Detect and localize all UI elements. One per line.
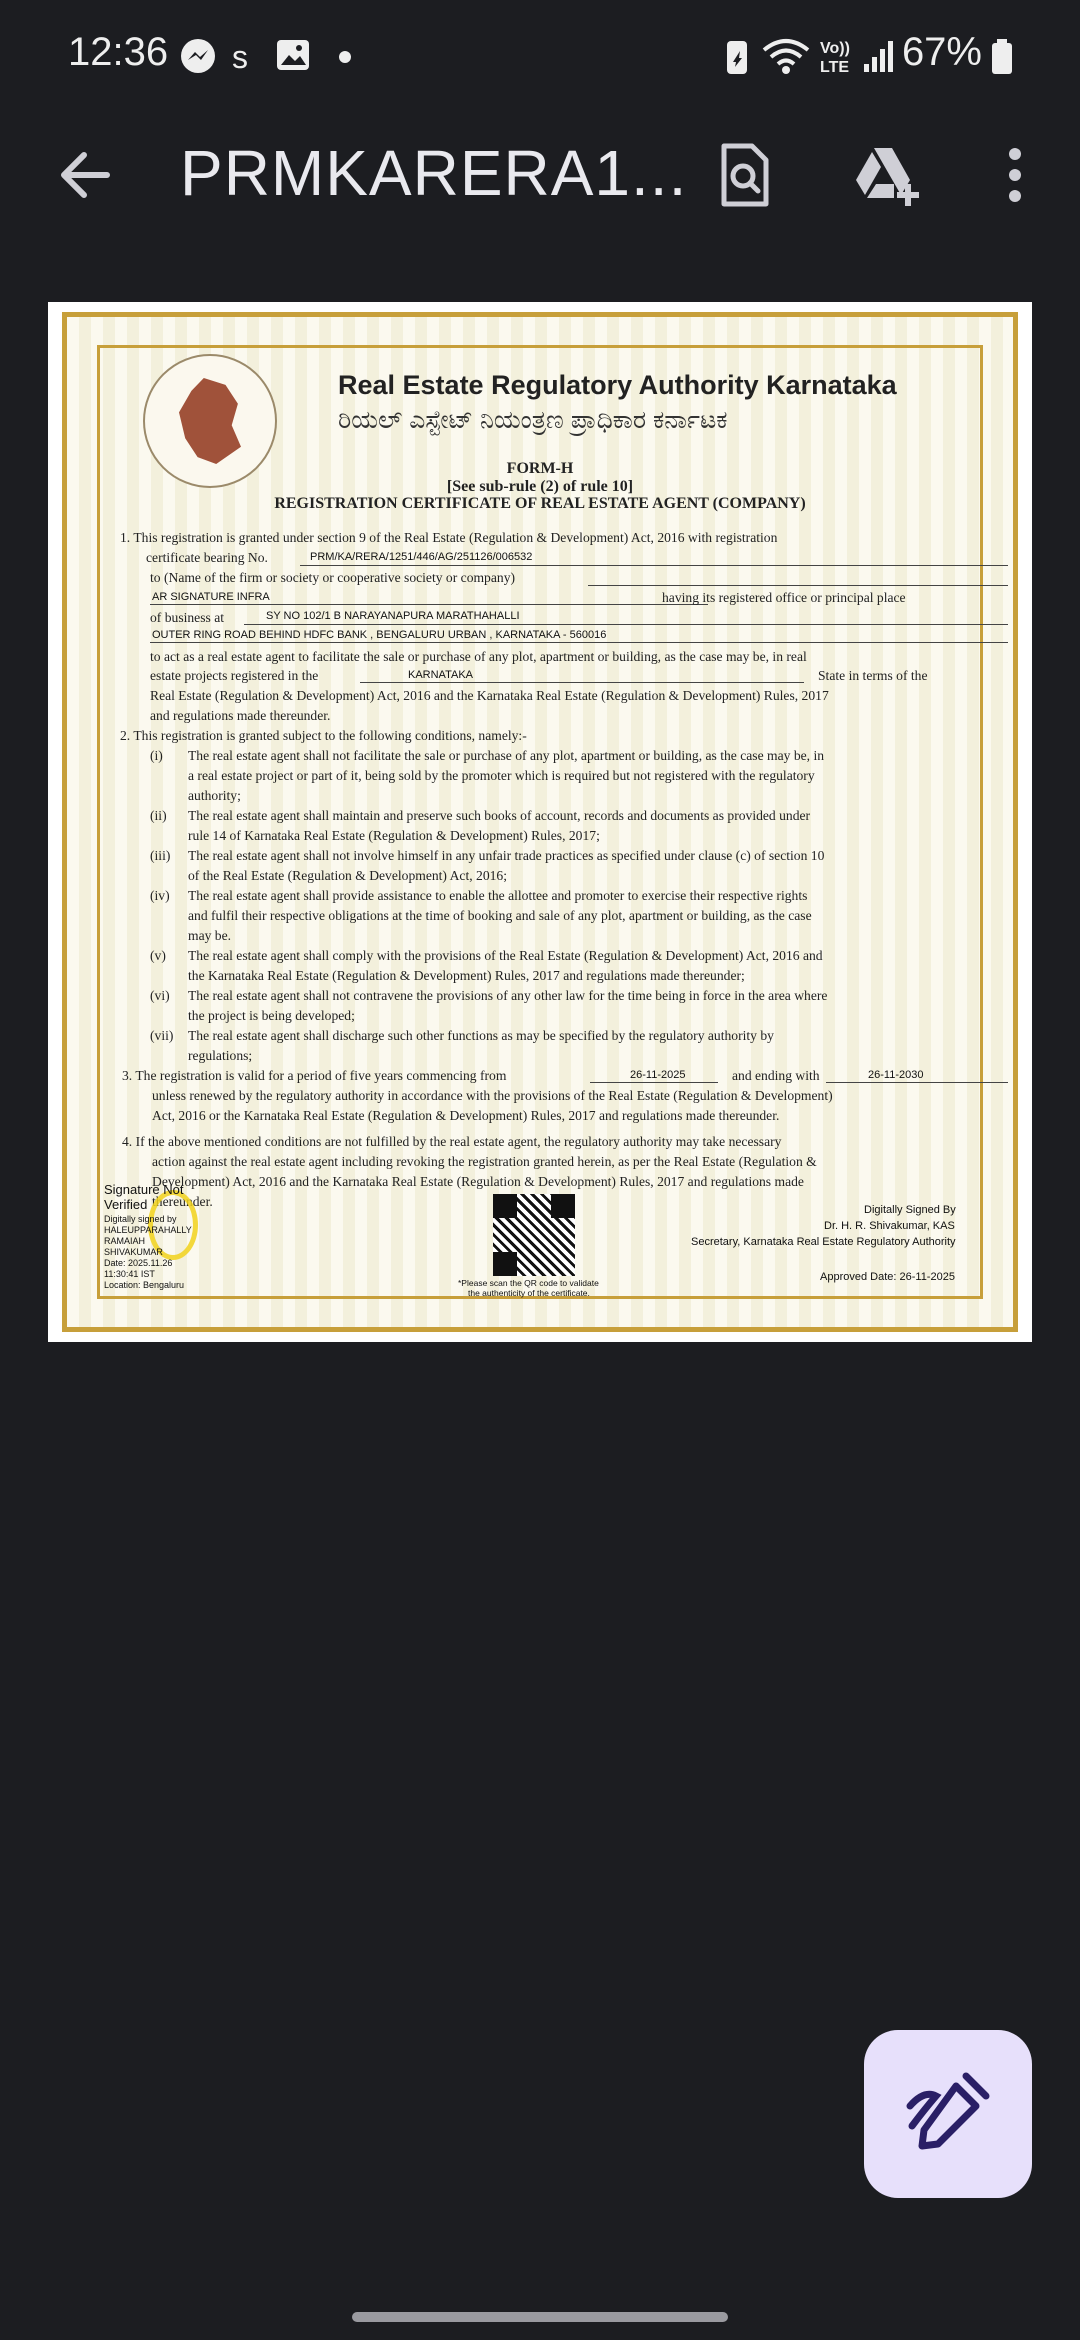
condition-text: the Karnataka Real Estate (Regulation & Development) Rules, 2017 and regulations made thereunder; xyxy=(188,968,745,983)
qr-note: the authenticity of the certificate. xyxy=(468,1288,590,1298)
start-date: 26-11-2025 xyxy=(630,1069,686,1081)
battery-icon xyxy=(990,38,1014,76)
form-label: FORM-H xyxy=(506,460,574,477)
state-name: KARNATAKA xyxy=(408,669,473,681)
p2-intro: 2. This registration is granted subject to the following conditions, namely:- xyxy=(120,728,527,743)
signature-detail: RAMAIAH xyxy=(104,1236,146,1246)
firm-name: AR SIGNATURE INFRA xyxy=(152,591,270,603)
p4-line2: action against the real estate agent including revoking the registration granted herein, as per the Real Estate (Regulation & xyxy=(152,1154,817,1169)
qr-note: *Please scan the QR code to validate xyxy=(458,1278,599,1288)
p1-line8-left: estate projects registered in the xyxy=(150,668,319,683)
back-arrow-icon[interactable] xyxy=(52,140,122,210)
status-time: 12:36 xyxy=(68,30,169,74)
condition-text: The real estate agent shall not involve himself in any unfair trade practices as specified under clause (c) of section 10 xyxy=(188,848,825,863)
p3-line2: unless renewed by the regulatory authority in accordance with the provisions of the Real Estate (Regulation & Development) xyxy=(152,1088,833,1103)
registration-number: PRM/KA/RERA/1251/446/AG/251126/006532 xyxy=(310,551,533,563)
signature-detail: Date: 2025.11.26 xyxy=(104,1258,173,1268)
condition-number: (i) xyxy=(150,748,163,763)
address-line2: OUTER RING ROAD BEHIND HDFC BANK , BENGALURU URBAN , KARNATAKA - 560016 xyxy=(152,629,607,641)
edit-pen-icon xyxy=(864,2030,1032,2198)
condition-number: (v) xyxy=(150,948,166,963)
drive-add-icon[interactable] xyxy=(852,140,922,210)
p4-line1: 4. If the above mentioned conditions are not fulfilled by the real estate agent, the regulatory authority may take necessary xyxy=(122,1134,782,1149)
p1-line2: certificate bearing No. xyxy=(146,550,268,565)
battery-saver-icon xyxy=(724,36,750,76)
signer-name: Dr. H. R. Shivakumar, KAS xyxy=(824,1220,955,1232)
wifi-icon xyxy=(762,36,812,76)
condition-number: (iii) xyxy=(150,848,171,863)
condition-text: The real estate agent shall not contravene the provisions of any other law for the time being in force in the area where xyxy=(188,988,828,1003)
p1-line9: Real Estate (Regulation & Development) Act, 2016 and the Karnataka Real Estate (Regulation & Development) Rules, 2017 xyxy=(150,688,829,703)
authority-heading-english: Real Estate Regulatory Authority Karnataka xyxy=(338,370,897,400)
condition-text: The real estate agent shall comply with the provisions of the Real Estate (Regulation & Development) Act, 2016 and xyxy=(188,948,823,963)
condition-text: rule 14 of Karnataka Real Estate (Regulation & Development) Rules, 2017; xyxy=(188,828,600,843)
p4-line3: Development) Act, 2016 and the Karnataka Real Estate (Regulation & Development) Rules, 2017 and regulations made xyxy=(152,1174,804,1189)
signature-detail: Location: Bengaluru xyxy=(104,1280,185,1290)
p3-mid: and ending with xyxy=(732,1068,820,1083)
pdf-page[interactable] xyxy=(48,302,1032,1342)
p1-line7: to act as a real estate agent to facilitate the sale or purchase of any plot, apartment or building, as the case may be, in real xyxy=(150,649,807,664)
condition-number: (iv) xyxy=(150,888,170,903)
condition-number: (ii) xyxy=(150,808,167,823)
signature-detail: Digitally signed by xyxy=(104,1214,177,1224)
p1-line4-right: having its registered office or principal place xyxy=(662,590,906,605)
authority-heading-kannada: ರಿಯಲ್ ಎಸ್ಟೇಟ್ ನಿಯಂತ್ರಣ ಪ್ರಾಧಿಕಾರ ಕರ್ನಾಟಕ xyxy=(338,406,728,434)
condition-text: the project is being developed; xyxy=(188,1008,355,1023)
doc-search-icon[interactable] xyxy=(710,140,780,210)
app-s-icon xyxy=(228,38,258,74)
approved-date: Approved Date: 26-11-2025 xyxy=(820,1271,955,1283)
signature-detail: 11:30:41 IST xyxy=(104,1269,155,1279)
notification-dot-icon xyxy=(338,50,352,64)
condition-text: authority; xyxy=(188,788,241,803)
condition-number: (vi) xyxy=(150,988,170,1003)
condition-number: (vii) xyxy=(150,1028,174,1043)
document-title: PRMKARERA1... xyxy=(180,137,688,209)
condition-text: a real estate project or part of it, being sold by the promoter which is required but not registered with the regulatory xyxy=(188,768,815,783)
rule-label: [See sub-rule (2) of rule 10] xyxy=(446,478,634,495)
condition-text: and fulfil their respective obligations at the time of booking and sale of any plot, apartment or building, as the case xyxy=(188,908,812,923)
messenger-icon xyxy=(178,36,218,76)
signer-title: Secretary, Karnataka Real Estate Regulatory Authority xyxy=(691,1236,956,1248)
svg-text:s: s xyxy=(232,39,248,74)
volte-icon xyxy=(818,36,864,76)
more-vert-icon[interactable] xyxy=(980,140,1050,210)
gesture-handle[interactable] xyxy=(352,2312,728,2322)
condition-text: regulations; xyxy=(188,1048,253,1063)
condition-text: The real estate agent shall discharge such other functions as may be specified by the regulatory authority by xyxy=(188,1028,774,1043)
certificate-title: REGISTRATION CERTIFICATE OF REAL ESTATE AGENT (COMPANY) xyxy=(274,495,806,512)
p3-left: 3. The registration is valid for a period of five years commencing from xyxy=(122,1068,507,1083)
condition-text: of the Real Estate (Regulation & Development) Act, 2016; xyxy=(188,868,507,883)
p1-line1: 1. This registration is granted under section 9 of the Real Estate (Regulation & Development) Act, 2016 with registration xyxy=(120,530,778,545)
p1-line10: and regulations made thereunder. xyxy=(150,708,331,723)
qr-code xyxy=(493,1194,575,1276)
condition-text: The real estate agent shall maintain and preserve such books of account, records and documents as provided under xyxy=(188,808,811,823)
p1-line3: to (Name of the firm or society or cooperative society or company) xyxy=(150,570,516,585)
signature-status: Verified xyxy=(104,1197,148,1212)
address-line1: SY NO 102/1 B NARAYANAPURA MARATHAHALLI xyxy=(266,610,520,622)
signal-icon xyxy=(862,38,896,74)
battery-percent: 67% xyxy=(901,30,982,74)
digitally-signed-label: Digitally Signed By xyxy=(864,1204,956,1216)
signature-status: Signature Not xyxy=(104,1182,184,1197)
p4-line4: thereunder. xyxy=(152,1194,213,1209)
signature-detail: SHIVAKUMAR xyxy=(104,1247,163,1257)
gallery-icon xyxy=(275,38,311,72)
end-date: 26-11-2030 xyxy=(868,1069,924,1081)
svg-text:LTE: LTE xyxy=(820,59,850,76)
condition-text: may be. xyxy=(188,928,232,943)
app-bar xyxy=(0,110,1080,230)
p1-line5: of business at xyxy=(150,610,225,625)
svg-text:Vo)): Vo)) xyxy=(820,40,850,57)
signature-detail: HALEUPPARAHALLY xyxy=(104,1225,192,1235)
condition-text: The real estate agent shall not facilitate the sale or purchase of any plot, apartment or building, as the case may be, in xyxy=(188,748,825,763)
condition-text: The real estate agent shall provide assistance to enable the allottee and promoter to exercise their respective rights xyxy=(188,888,808,903)
edit-fab-button[interactable] xyxy=(864,2030,1032,2198)
p1-line8-right: State in terms of the xyxy=(818,668,928,683)
p3-line3: Act, 2016 or the Karnataka Real Estate (Regulation & Development) Rules, 2017 and regulations made thereunder. xyxy=(152,1108,780,1123)
status-bar xyxy=(0,0,1080,110)
